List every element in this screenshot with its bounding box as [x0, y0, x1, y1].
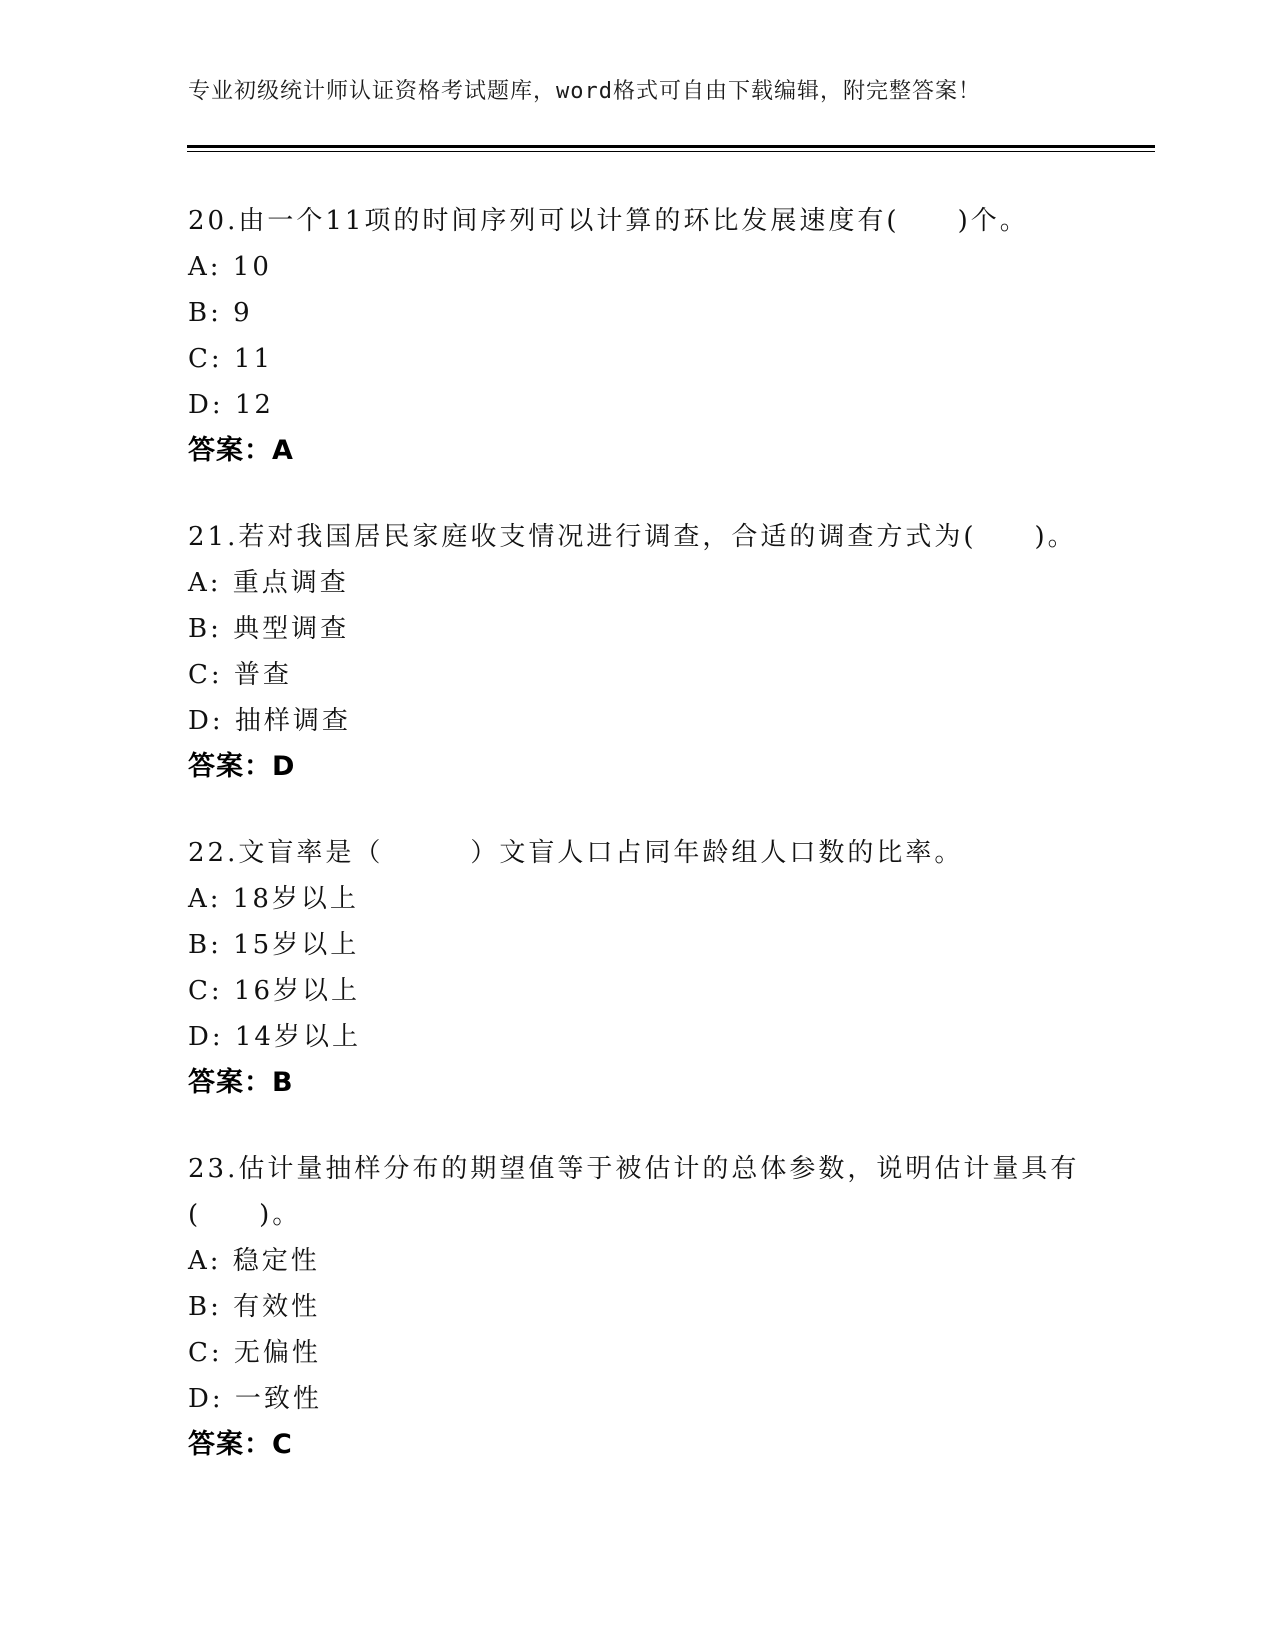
header-rule-thin — [187, 151, 1155, 152]
answer-line: 答案：C — [188, 1429, 293, 1460]
question-text: 20.由一个11项的时间序列可以计算的环比发展速度有( )个。 — [188, 206, 1029, 236]
page-header: 专业初级统计师认证资格考试题库，word格式可自由下载编辑，附完整答案！ — [188, 79, 981, 104]
question-23 — [188, 1146, 1138, 1468]
option-c: C: 无偏性 — [188, 1338, 321, 1368]
question-text: 22.文盲率是（ ）文盲人口占同年龄组人口数的比率。 — [188, 838, 964, 868]
option-a: A: 10 — [188, 252, 272, 282]
option-a: A: 重点调查 — [188, 568, 349, 598]
question-text: 23.估计量抽样分布的期望值等于被估计的总体参数，说明估计量具有( )。 — [188, 1154, 1080, 1230]
option-d: D: 抽样调查 — [188, 706, 351, 736]
option-c: C: 11 — [188, 344, 274, 374]
option-d: D: 一致性 — [188, 1384, 322, 1414]
option-b: B: 9 — [188, 298, 253, 328]
option-d: D: 12 — [188, 390, 274, 420]
answer-line: 答案：D — [188, 751, 296, 782]
answer-line: 答案：A — [188, 435, 294, 466]
question-22 — [188, 830, 1138, 1106]
header-rule-thick — [187, 145, 1155, 148]
question-text: 21.若对我国居民家庭收支情况进行调查，合适的调查方式为( )。 — [188, 522, 1077, 552]
question-21 — [188, 514, 1138, 790]
question-20 — [188, 198, 1138, 474]
option-a: A: 稳定性 — [188, 1246, 320, 1276]
option-d: D: 14岁以上 — [188, 1022, 361, 1052]
answer-line: 答案：B — [188, 1067, 294, 1098]
option-a: A: 18岁以上 — [188, 884, 359, 914]
option-b: B: 有效性 — [188, 1292, 321, 1322]
option-c: C: 16岁以上 — [188, 976, 361, 1006]
option-b: B: 15岁以上 — [188, 930, 360, 960]
option-c: C: 普查 — [188, 660, 292, 690]
option-b: B: 典型调查 — [188, 614, 350, 644]
